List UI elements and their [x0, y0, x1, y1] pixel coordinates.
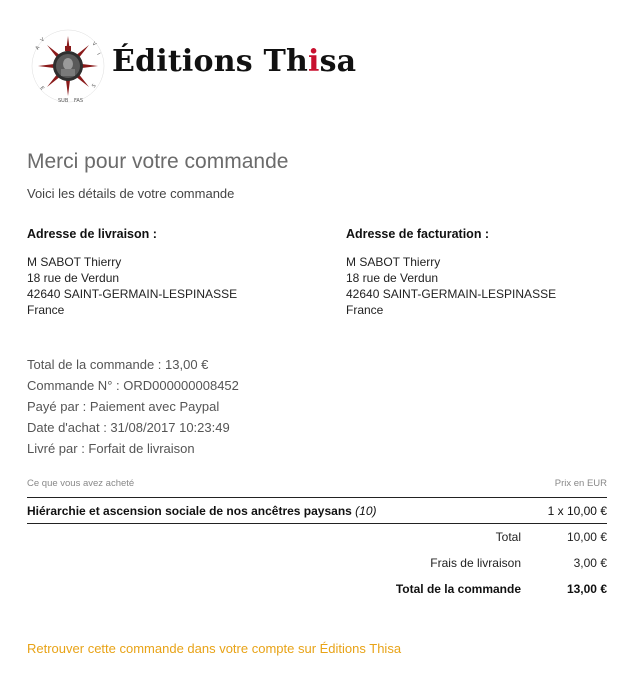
- page-subtitle: Voici les détails de votre commande: [27, 186, 235, 201]
- billing-address-line: 42640 SAINT-GERMAIN-LESPINASSE: [346, 287, 557, 301]
- items-header-right: Prix en EUR: [554, 478, 607, 489]
- page-title: Merci pour votre commande: [27, 150, 289, 173]
- delivery-method-text: Livré par : Forfait de livraison: [27, 441, 195, 456]
- grand-total-value: 13,00 €: [566, 582, 607, 596]
- seal-logo-icon[interactable]: [28, 26, 108, 106]
- billing-address-line: France: [346, 303, 384, 317]
- billing-address-heading: Adresse de facturation :: [346, 227, 490, 241]
- order-items-table: [27, 478, 607, 602]
- billing-address-block: [346, 226, 616, 318]
- svg-text:A: A: [34, 45, 42, 51]
- items-header-left: Ce que vous avez acheté: [27, 478, 135, 489]
- item-title: Hiérarchie et ascension sociale de nos ancêtres paysans: [27, 503, 352, 518]
- brand-name-prefix: Éditions Th: [112, 44, 308, 79]
- shipping-address-block: [27, 226, 327, 318]
- account-order-link[interactable]: Retrouver cette commande dans votre compte sur Éditions Thisa: [27, 641, 402, 656]
- brand-name: [112, 44, 356, 79]
- items-table-header: [27, 478, 607, 498]
- brand-name-suffix: sa: [319, 44, 357, 79]
- svg-text:I: I: [95, 52, 102, 57]
- purchase-date-text: Date d'achat : 31/08/2017 10:23:49: [27, 420, 230, 435]
- shipping-fee-value: 3,00 €: [573, 556, 607, 570]
- shipping-address-line: M SABOT Thierry: [27, 255, 122, 269]
- item-quantity-note: (10): [355, 503, 377, 518]
- shipping-address-line: 18 rue de Verdun: [27, 271, 120, 285]
- header: [28, 26, 428, 106]
- billing-address-line: 18 rue de Verdun: [346, 271, 439, 285]
- order-total-text: Total de la commande : 13,00 €: [27, 357, 209, 372]
- svg-text:SUB: SUB: [58, 98, 69, 104]
- shipping-address-line: France: [27, 303, 65, 317]
- shipping-fee-label: Frais de livraison: [430, 556, 521, 570]
- svg-text:V: V: [39, 36, 46, 44]
- brand-name-accent-letter: i: [307, 44, 320, 79]
- item-price: 1 x 10,00 €: [547, 503, 607, 518]
- order-summary: [27, 354, 239, 459]
- grand-total-label: Total de la commande: [395, 582, 521, 596]
- shipping-row: [27, 550, 607, 576]
- shipping-address-line: 42640 SAINT-GERMAIN-LESPINASSE: [27, 287, 238, 301]
- order-totals: [27, 524, 607, 602]
- order-number-text: Commande N° : ORD000000008452: [27, 378, 239, 393]
- svg-text:E: E: [38, 85, 46, 92]
- svg-text:V: V: [90, 40, 98, 48]
- item-name: [27, 504, 377, 518]
- svg-text:FAS: FAS: [74, 98, 84, 104]
- billing-address-line: M SABOT Thierry: [346, 255, 441, 269]
- grand-total-row: [27, 576, 607, 602]
- payment-method-text: Payé par : Paiement avec Paypal: [27, 399, 220, 414]
- subtotal-value: 10,00 €: [566, 530, 607, 544]
- table-row: [27, 498, 607, 524]
- subtotal-row: [27, 524, 607, 550]
- shipping-address-heading: Adresse de livraison :: [27, 227, 157, 241]
- svg-text:S: S: [90, 82, 98, 90]
- subtotal-label: Total: [495, 530, 521, 544]
